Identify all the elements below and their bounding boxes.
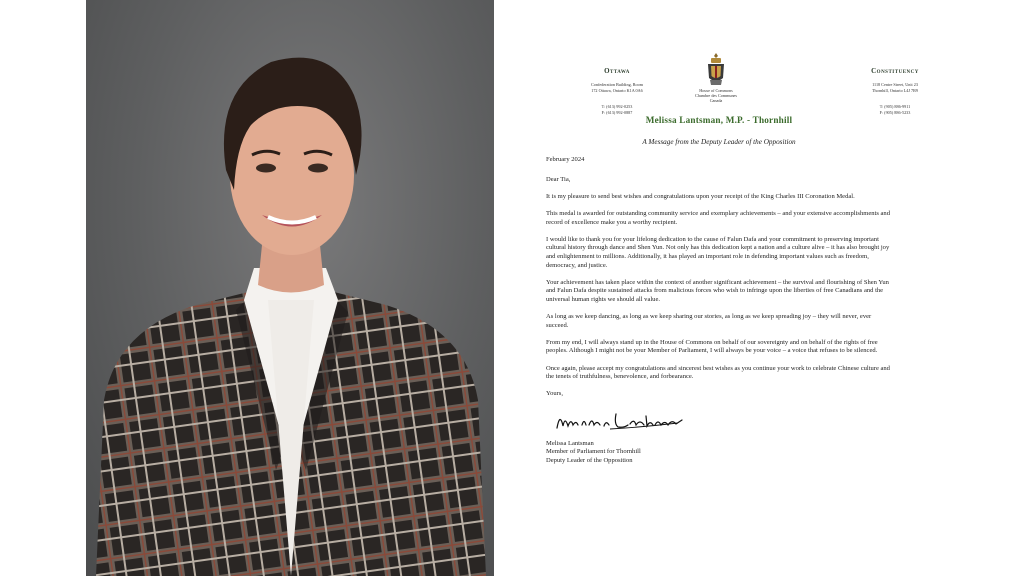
paragraph-6: From my end, I will always stand up in the House of Commons on behalf of our sovereignty and on behalf of the rights of free peoples. Although I might not be your Member of Parliament, I will always be your voice – a voice that refuses to be silenced.: [546, 338, 878, 355]
paragraph-4: Your achievement has taken place within the context of another significant achievement – the survival and flourishing of Shen Yun and Falun Dafa despite sustained attacks from malicious forces who wish to infringe upon the liberties of free Canadians and the universal human rights we should all value.: [546, 278, 889, 303]
signatory-name: Melissa Lantsman: [546, 439, 594, 447]
signatory-role-1: Member of Parliament for Thornhill: [546, 448, 641, 456]
ottawa-phone: T: (613) 992-0253: [601, 104, 633, 109]
ottawa-address-line2: 172 Ottawa, Ontario K1A 0A6: [591, 88, 643, 93]
portrait-photo: [86, 0, 494, 576]
house-line3: Canada: [709, 98, 723, 103]
house-line1: House of Commons: [699, 88, 733, 93]
closing: Yours,: [546, 390, 563, 398]
house-of-commons-crest-icon: [704, 52, 728, 88]
portrait-illustration: [86, 0, 494, 576]
paragraph-5: As long as we keep dancing, as long as we keep sharing our stories, as long as we keep spreading joy – they will never, ever succeed.: [546, 313, 872, 329]
signatory-role-2: Deputy Leader of the Opposition: [546, 456, 633, 464]
paragraph-1: It is my pleasure to send best wishes and congratulations upon your receipt of the King Charles III Coronation Medal.: [546, 192, 855, 200]
salutation: Dear Tia,: [546, 175, 571, 183]
letter-subtitle: A Message from the Deputy Leader of the Opposition: [642, 138, 796, 146]
handwritten-signature: [554, 408, 684, 434]
constituency-address-line2: Thornhill, Ontario L4J 7R9: [871, 88, 919, 93]
ottawa-address-line1: Confederation Building, Room: [591, 82, 643, 87]
ottawa-fax: F: (613) 992-0887: [601, 110, 633, 115]
constituency-fax: F: (905) 886-5233: [879, 110, 911, 115]
constituency-office-block: [820, 68, 970, 116]
constituency-heading: Constituency: [871, 67, 919, 75]
paragraph-7: Once again, please accept my congratulations and sincerest best wishes as you continue your work to celebrate Chinese culture and the tenets of truthfulness, benevolence, and forbearance.: [546, 364, 890, 381]
paragraph-2: This medal is awarded for outstanding community service and exemplary achievements – and your extensive accomplishments and record of excellence make you a worthy recipient.: [546, 209, 890, 226]
signature-block: [546, 440, 891, 466]
house-line2: Chambre des Communes: [694, 93, 738, 98]
constituency-address-line1: 1118 Centre Street, Unit 23: [872, 82, 918, 87]
letter-page: [494, 0, 1024, 576]
mp-name-heading: Melissa Lantsman, M.P. - Thornhill: [645, 115, 793, 125]
constituency-phone: T: (905) 886-9911: [879, 104, 911, 109]
house-of-commons-text: [666, 88, 766, 103]
ottawa-heading: Ottawa: [604, 67, 630, 75]
letter-date: February 2024: [546, 156, 585, 163]
letter-body: [546, 156, 891, 474]
paragraph-3: I would like to thank you for your lifelong dedication to the cause of Falun Dafa and your commitment to preserving important cultural history through dance and Shen Yun. Not only has this dedication kept a nation and a culture alive – it has also brought joy and enlightenment to millions. Additionally, it has played an important role in defending important values such as freedom, democracy, and justice.: [546, 235, 890, 269]
